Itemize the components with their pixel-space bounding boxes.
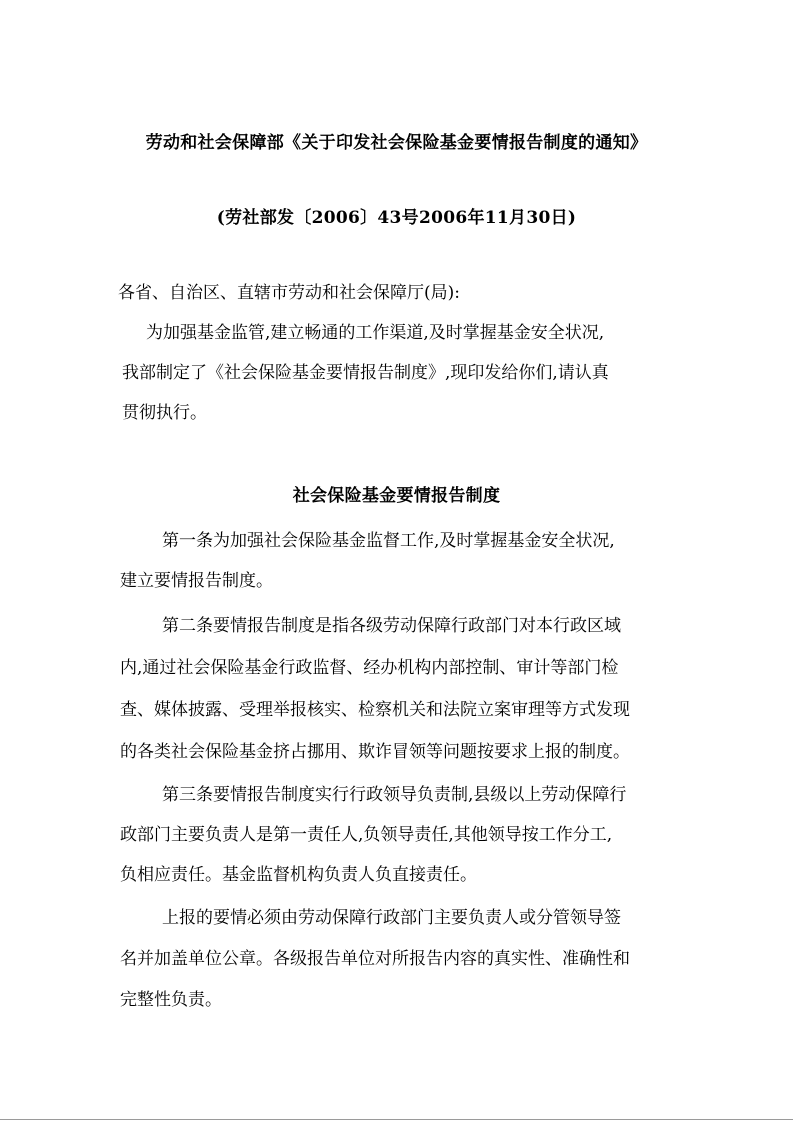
article-line: 的各类社会保险基金挤占挪用、欺诈冒领等问题按要求上报的制度。	[120, 742, 630, 762]
notice-line: 贯彻执行。	[122, 403, 207, 423]
article-line: 第三条要情报告制度实行行政领导负责制,县级以上劳动保障行	[162, 785, 627, 805]
document-number: (劳社部发〔2006〕43号2006年11月30日)	[216, 208, 577, 228]
article-line: 负相应责任。基金监督机构负责人负直接责任。	[120, 865, 477, 885]
notice-line: 我部制定了《社会保险基金要情报告制度》,现印发给你们,请认真	[122, 363, 609, 383]
article-line: 第一条为加强社会保险基金监督工作,及时掌握基金安全状况,	[162, 531, 615, 551]
article-line: 政部门主要负责人是第一责任人,负领导责任,其他领导按工作分工,	[120, 825, 613, 845]
addressee: 各省、自治区、直辖市劳动和社会保障厅(局):	[118, 283, 460, 303]
article-line: 上报的要情必须由劳动保障行政部门主要负责人或分管领导签	[162, 908, 621, 928]
article-line: 名并加盖单位公章。各级报告单位对所报告内容的真实性、准确性和	[120, 949, 630, 969]
article-line: 内,通过社会保险基金行政监督、经办机构内部控制、审计等部门检	[120, 658, 619, 678]
article-line: 第二条要情报告制度是指各级劳动保障行政部门对本行政区域	[162, 616, 621, 636]
section-title: 社会保险基金要情报告制度	[292, 486, 501, 506]
article-line: 完整性负责。	[120, 990, 222, 1010]
page-bottom-rule	[0, 1119, 793, 1120]
document-title: 劳动和社会保障部《关于印发社会保险基金要情报告制度的通知》	[145, 133, 648, 153]
notice-line: 为加强基金监管,建立畅通的工作渠道,及时掌握基金安全状况,	[146, 323, 605, 343]
article-line: 建立要情报告制度。	[120, 571, 273, 591]
article-line: 查、媒体披露、受理举报核实、检察机关和法院立案审理等方式发现	[120, 700, 630, 720]
